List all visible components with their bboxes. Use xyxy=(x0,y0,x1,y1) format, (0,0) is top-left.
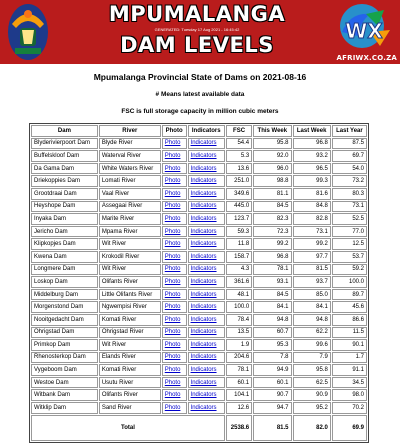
indicators-link[interactable]: Indicators xyxy=(188,188,225,200)
title-line-2: DAM LEVELS xyxy=(120,33,274,57)
table-row xyxy=(31,138,367,150)
table-row xyxy=(31,163,367,175)
fsc-value: 445.0 xyxy=(226,201,252,213)
indicators-link[interactable]: Indicators xyxy=(188,138,225,150)
last-week-value: 81.6 xyxy=(293,188,331,200)
fsc-value: 361.6 xyxy=(226,276,252,288)
table-row xyxy=(31,276,367,288)
last-week-value: 95.2 xyxy=(293,402,331,414)
photo-link[interactable]: Photo xyxy=(162,238,187,250)
last-week-value: 93.2 xyxy=(293,150,331,162)
last-year-value: 77.0 xyxy=(332,226,367,238)
photo-link[interactable]: Photo xyxy=(162,276,187,288)
river-name: Mpama River xyxy=(99,226,161,238)
last-week-value: 97.7 xyxy=(293,251,331,263)
last-year-value: 11.5 xyxy=(332,327,367,339)
last-week-value: 62.5 xyxy=(293,377,331,389)
fsc-value: 60.1 xyxy=(226,377,252,389)
river-name: White Waters River xyxy=(99,163,161,175)
logo-mark: WX xyxy=(345,19,383,43)
last-year-value: 90.1 xyxy=(332,339,367,351)
table-row xyxy=(31,226,367,238)
fsc-value: 13.6 xyxy=(226,163,252,175)
this-week-value: 81.1 xyxy=(253,188,291,200)
dam-name: Klipkopjes Dam xyxy=(31,238,98,250)
logo-text: AFRIWX.CO.ZA xyxy=(336,54,397,62)
this-week-value: 84.5 xyxy=(253,201,291,213)
total-label: Total xyxy=(31,415,225,441)
last-week-value: 84.1 xyxy=(293,301,331,313)
river-name: Little Olifants River xyxy=(99,289,161,301)
last-year-value: 98.0 xyxy=(332,389,367,401)
river-name: Lomati River xyxy=(99,175,161,187)
dam-name: Vygeboom Dam xyxy=(31,364,98,376)
photo-link[interactable]: Photo xyxy=(162,301,187,313)
latest-data-note: # Means latest available data xyxy=(155,91,245,98)
last-week-value: 62.2 xyxy=(293,327,331,339)
fsc-value: 5.3 xyxy=(226,150,252,162)
this-week-value: 7.8 xyxy=(253,352,291,364)
river-name: Wit River xyxy=(99,238,161,250)
dam-name: Blyderivierpoort Dam xyxy=(31,138,98,150)
fsc-value: 100.0 xyxy=(226,301,252,313)
this-week-value: 95.8 xyxy=(253,138,291,150)
indicators-link[interactable]: Indicators xyxy=(188,213,225,225)
dam-name: Morgenstond Dam xyxy=(31,301,98,313)
dam-name: Primkop Dam xyxy=(31,339,98,351)
column-header-this-week: This Week xyxy=(253,125,291,137)
indicators-link[interactable]: Indicators xyxy=(188,327,225,339)
column-header-fsc: FSC xyxy=(226,125,252,137)
total-last-year: 69.9 xyxy=(332,415,367,441)
this-week-value: 60.7 xyxy=(253,327,291,339)
column-header-indicators: Indicators xyxy=(188,125,225,137)
photo-link[interactable]: Photo xyxy=(162,213,187,225)
last-year-value: 100.0 xyxy=(332,276,367,288)
photo-link[interactable]: Photo xyxy=(162,389,187,401)
river-name: Olifants River xyxy=(99,276,161,288)
dam-name: Grootdraai Dam xyxy=(31,188,98,200)
last-year-value: 53.7 xyxy=(332,251,367,263)
this-week-value: 84.1 xyxy=(253,301,291,313)
afriwx-logo xyxy=(330,2,398,62)
table-body xyxy=(31,138,367,414)
table-row xyxy=(31,289,367,301)
this-week-value: 90.7 xyxy=(253,389,291,401)
last-year-value: 34.5 xyxy=(332,377,367,389)
indicators-link[interactable]: Indicators xyxy=(188,251,225,263)
photo-link[interactable]: Photo xyxy=(162,226,187,238)
dam-name: Jericho Dam xyxy=(31,226,98,238)
dam-name: Inyaka Dam xyxy=(31,213,98,225)
indicators-link[interactable]: Indicators xyxy=(188,289,225,301)
table-row xyxy=(31,314,367,326)
table-row xyxy=(31,352,367,364)
dam-name: Witbank Dam xyxy=(31,389,98,401)
photo-link[interactable]: Photo xyxy=(162,352,187,364)
this-week-value: 78.1 xyxy=(253,264,291,276)
table-row xyxy=(31,150,367,162)
last-year-value: 87.5 xyxy=(332,138,367,150)
fsc-note: FSC is full storage capacity in million cubic meters xyxy=(121,108,279,115)
river-name: Wit River xyxy=(99,339,161,351)
column-header-last-week: Last Week xyxy=(293,125,331,137)
photo-link[interactable]: Photo xyxy=(162,264,187,276)
this-week-value: 93.1 xyxy=(253,276,291,288)
fsc-value: 59.3 xyxy=(226,226,252,238)
last-year-value: 73.1 xyxy=(332,201,367,213)
last-year-value: 54.0 xyxy=(332,163,367,175)
last-week-value: 82.8 xyxy=(293,213,331,225)
river-name: Komati River xyxy=(99,364,161,376)
photo-link[interactable]: Photo xyxy=(162,364,187,376)
last-week-value: 81.5 xyxy=(293,264,331,276)
fsc-value: 54.4 xyxy=(226,138,252,150)
column-header-dam: Dam xyxy=(31,125,98,137)
fsc-value: 4.3 xyxy=(226,264,252,276)
indicators-link[interactable]: Indicators xyxy=(188,238,225,250)
dam-name: Loskop Dam xyxy=(31,276,98,288)
page-header xyxy=(0,0,400,64)
indicators-link[interactable]: Indicators xyxy=(188,276,225,288)
column-header-last-year: Last Year xyxy=(332,125,367,137)
fsc-value: 251.0 xyxy=(226,175,252,187)
dam-name: Westoe Dam xyxy=(31,377,98,389)
dam-levels-table xyxy=(29,123,369,443)
dam-name: Longmere Dam xyxy=(31,264,98,276)
table-row xyxy=(31,389,367,401)
this-week-value: 96.0 xyxy=(253,163,291,175)
dam-name: Kwena Dam xyxy=(31,251,98,263)
total-this-week: 81.5 xyxy=(253,415,291,441)
dam-name: Nooitgedacht Dam xyxy=(31,314,98,326)
river-name: Elands River xyxy=(99,352,161,364)
last-week-value: 84.8 xyxy=(293,201,331,213)
indicators-link[interactable]: Indicators xyxy=(188,226,225,238)
indicators-link[interactable]: Indicators xyxy=(188,175,225,187)
fsc-value: 78.4 xyxy=(226,314,252,326)
fsc-value: 158.7 xyxy=(226,251,252,263)
photo-link[interactable]: Photo xyxy=(162,150,187,162)
this-week-value: 96.8 xyxy=(253,251,291,263)
total-fsc: 2538.6 xyxy=(226,415,252,441)
photo-link[interactable]: Photo xyxy=(162,402,187,414)
table-row xyxy=(31,301,367,313)
fsc-value: 78.1 xyxy=(226,364,252,376)
indicators-link[interactable]: Indicators xyxy=(188,163,225,175)
indicators-link[interactable]: Indicators xyxy=(188,201,225,213)
photo-link[interactable]: Photo xyxy=(162,175,187,187)
fsc-value: 204.6 xyxy=(226,352,252,364)
fsc-value: 48.1 xyxy=(226,289,252,301)
last-week-value: 99.6 xyxy=(293,339,331,351)
photo-link[interactable]: Photo xyxy=(162,377,187,389)
generated-timestamp: GENERATED: Tuesday 17 Aug 2021 - 16:45:42 xyxy=(154,27,240,32)
river-name: Marite River xyxy=(99,213,161,225)
last-year-value: 73.2 xyxy=(332,175,367,187)
this-week-value: 92.0 xyxy=(253,150,291,162)
table-row xyxy=(31,264,367,276)
indicators-link[interactable]: Indicators xyxy=(188,301,225,313)
this-week-value: 84.5 xyxy=(253,289,291,301)
last-week-value: 90.9 xyxy=(293,389,331,401)
fsc-value: 12.6 xyxy=(226,402,252,414)
table-row xyxy=(31,402,367,414)
table-row xyxy=(31,377,367,389)
table-row xyxy=(31,339,367,351)
this-week-value: 95.3 xyxy=(253,339,291,351)
last-week-value: 7.9 xyxy=(293,352,331,364)
indicators-link[interactable]: Indicators xyxy=(188,150,225,162)
river-name: Ohrigstad River xyxy=(99,327,161,339)
photo-link[interactable]: Photo xyxy=(162,327,187,339)
photo-link[interactable]: Photo xyxy=(162,188,187,200)
river-name: Blyde River xyxy=(99,138,161,150)
last-year-value: 80.3 xyxy=(332,188,367,200)
table-row xyxy=(31,175,367,187)
title-line-1: MPUMALANGA xyxy=(108,2,286,26)
column-header-photo: Photo xyxy=(162,125,187,137)
coat-of-arms-icon xyxy=(6,2,50,62)
photo-link[interactable]: Photo xyxy=(162,163,187,175)
last-week-value: 99.2 xyxy=(293,238,331,250)
indicators-link[interactable]: Indicators xyxy=(188,402,225,414)
last-year-value: 45.6 xyxy=(332,301,367,313)
fsc-value: 11.8 xyxy=(226,238,252,250)
last-week-value: 93.7 xyxy=(293,276,331,288)
table-row xyxy=(31,251,367,263)
river-name: Vaal River xyxy=(99,188,161,200)
river-name: Waterval River xyxy=(99,150,161,162)
this-week-value: 98.8 xyxy=(253,175,291,187)
fsc-value: 349.6 xyxy=(226,188,252,200)
last-week-value: 85.0 xyxy=(293,289,331,301)
total-last-week: 82.0 xyxy=(293,415,331,441)
dam-name: Heyshope Dam xyxy=(31,201,98,213)
dam-name: Da Gama Dam xyxy=(31,163,98,175)
indicators-link[interactable]: Indicators xyxy=(188,352,225,364)
this-week-value: 99.2 xyxy=(253,238,291,250)
photo-link[interactable]: Photo xyxy=(162,138,187,150)
photo-link[interactable]: Photo xyxy=(162,201,187,213)
fsc-value: 104.1 xyxy=(226,389,252,401)
fsc-value: 123.7 xyxy=(226,213,252,225)
indicators-link[interactable]: Indicators xyxy=(188,314,225,326)
dam-name: Driekoppies Dam xyxy=(31,175,98,187)
last-week-value: 99.3 xyxy=(293,175,331,187)
river-name: Krokodil River xyxy=(99,251,161,263)
table-row xyxy=(31,364,367,376)
last-week-value: 96.8 xyxy=(293,138,331,150)
last-year-value: 89.7 xyxy=(332,289,367,301)
this-week-value: 94.8 xyxy=(253,314,291,326)
last-week-value: 95.8 xyxy=(293,364,331,376)
this-week-value: 94.7 xyxy=(253,402,291,414)
this-week-value: 60.1 xyxy=(253,377,291,389)
dam-name: Witklip Dam xyxy=(31,402,98,414)
table-row xyxy=(31,201,367,213)
last-week-value: 96.5 xyxy=(293,163,331,175)
last-year-value: 1.7 xyxy=(332,352,367,364)
dam-name: Ohrigstad Dam xyxy=(31,327,98,339)
indicators-link[interactable]: Indicators xyxy=(188,364,225,376)
table-row xyxy=(31,238,367,250)
this-week-value: 72.3 xyxy=(253,226,291,238)
indicators-link[interactable]: Indicators xyxy=(188,377,225,389)
photo-link[interactable]: Photo xyxy=(162,251,187,263)
total-row xyxy=(31,415,367,441)
dam-name: Buffelskloof Dam xyxy=(31,150,98,162)
last-year-value: 91.1 xyxy=(332,364,367,376)
last-week-value: 94.8 xyxy=(293,314,331,326)
river-name: Komati River xyxy=(99,314,161,326)
last-year-value: 86.6 xyxy=(332,314,367,326)
table-row xyxy=(31,213,367,225)
photo-link[interactable]: Photo xyxy=(162,289,187,301)
indicators-link[interactable]: Indicators xyxy=(188,339,225,351)
river-name: Assegaai River xyxy=(99,201,161,213)
page-title: Mpumalanga Provincial State of Dams on 2021-08-16 xyxy=(93,72,307,82)
fsc-value: 1.9 xyxy=(226,339,252,351)
this-week-value: 82.3 xyxy=(253,213,291,225)
river-name: Wit River xyxy=(99,264,161,276)
fsc-value: 13.5 xyxy=(226,327,252,339)
river-name: Ngwempisi River xyxy=(99,301,161,313)
last-week-value: 73.1 xyxy=(293,226,331,238)
dam-name: Rhenosterkop Dam xyxy=(31,352,98,364)
last-year-value: 69.7 xyxy=(332,150,367,162)
dam-name: Middelburg Dam xyxy=(31,289,98,301)
last-year-value: 12.5 xyxy=(332,238,367,250)
indicators-link[interactable]: Indicators xyxy=(188,264,225,276)
last-year-value: 52.5 xyxy=(332,213,367,225)
table-header-row xyxy=(31,125,367,137)
table-row xyxy=(31,188,367,200)
last-year-value: 70.2 xyxy=(332,402,367,414)
table-row xyxy=(31,327,367,339)
this-week-value: 94.9 xyxy=(253,364,291,376)
photo-link[interactable]: Photo xyxy=(162,314,187,326)
column-header-river: River xyxy=(99,125,161,137)
river-name: Olifants River xyxy=(99,389,161,401)
photo-link[interactable]: Photo xyxy=(162,339,187,351)
river-name: Sand River xyxy=(99,402,161,414)
indicators-link[interactable]: Indicators xyxy=(188,389,225,401)
river-name: Usutu River xyxy=(99,377,161,389)
last-year-value: 59.2 xyxy=(332,264,367,276)
